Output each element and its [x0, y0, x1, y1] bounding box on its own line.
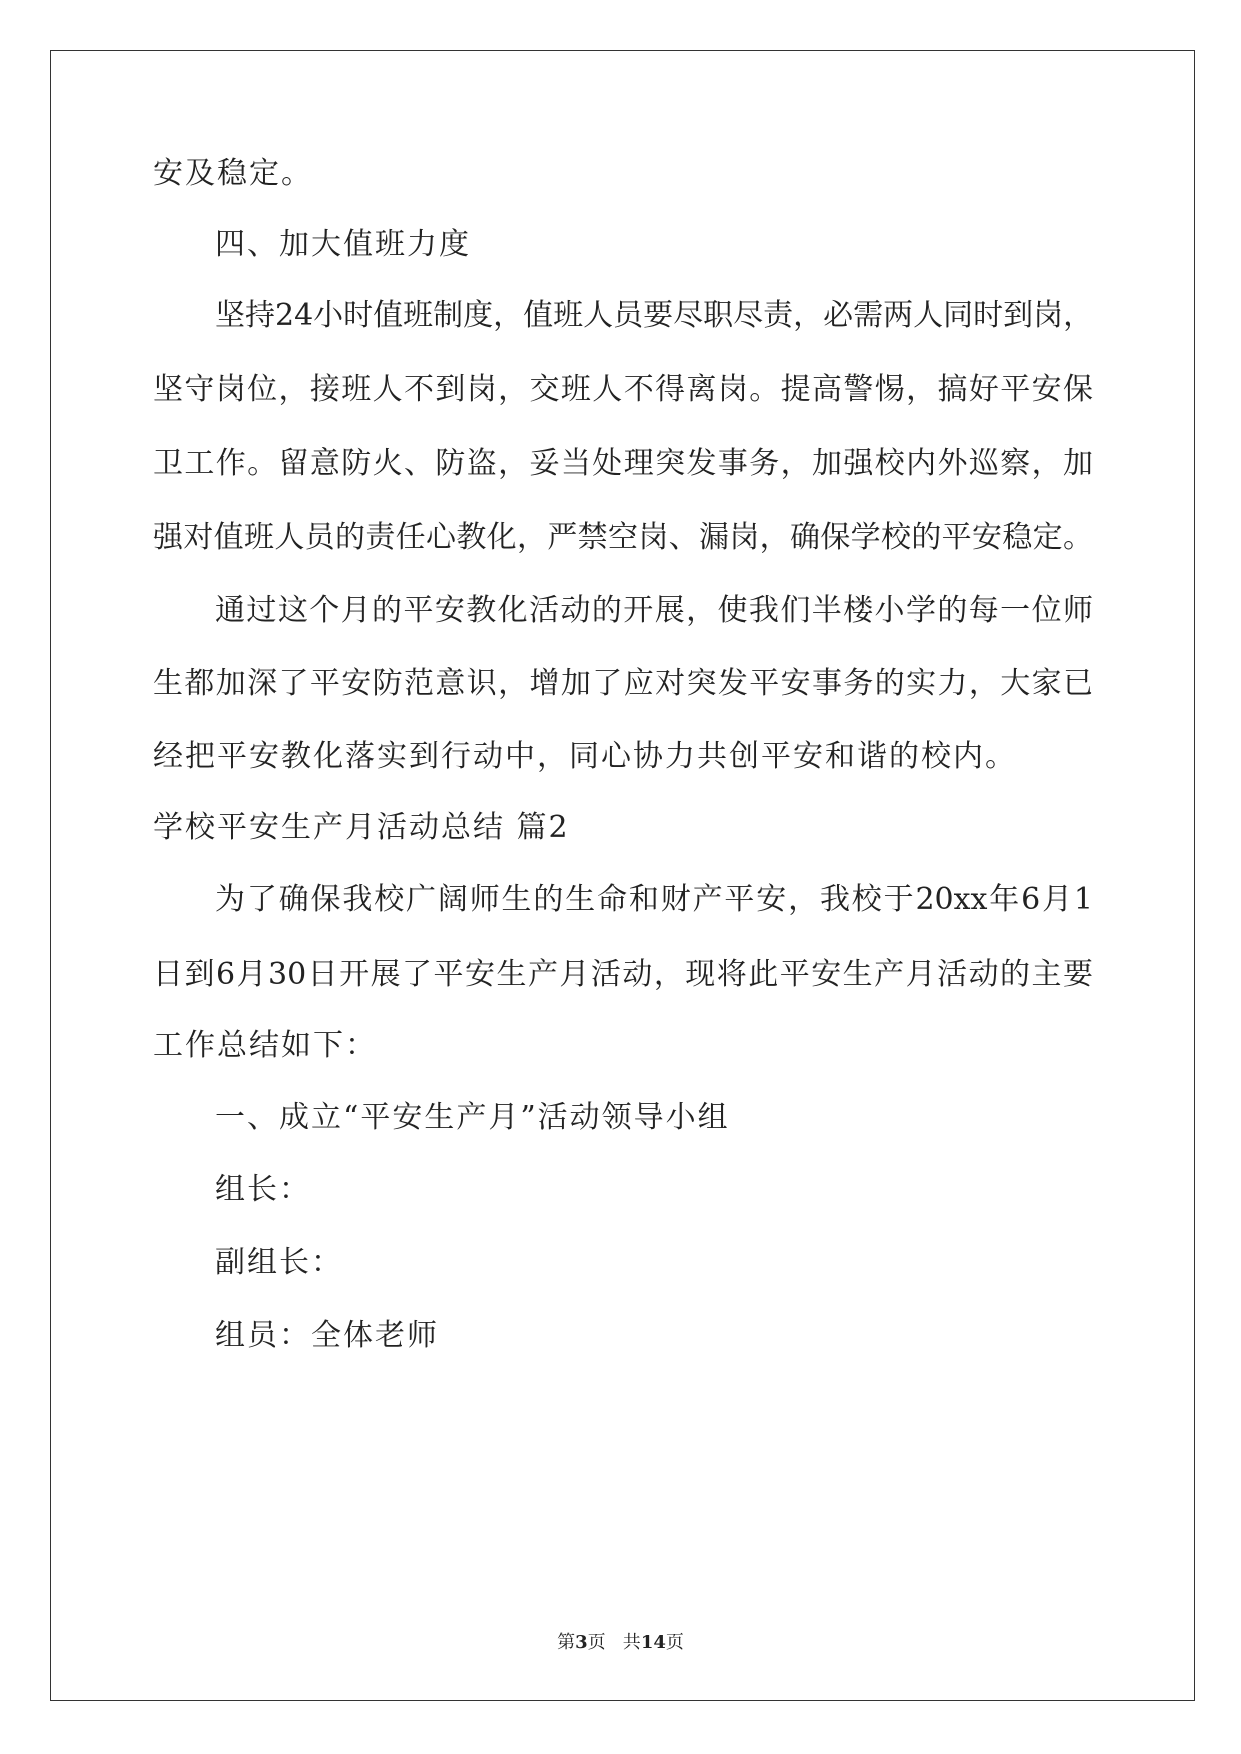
- paragraph-line: 坚持24小时值班制度，值班人员要尽职尽责，必需两人同时到岗，: [215, 298, 1094, 333]
- paragraph-line: 通过这个月的平安教化活动的开展，使我们半楼小学的每一位师: [215, 593, 1093, 628]
- list-item: 组长：: [215, 1172, 311, 1207]
- current-page-number: 3: [575, 1632, 588, 1653]
- paragraph-line: 经把平安教化落实到行动中，同心协力共创平安和谐的校内。: [153, 739, 1017, 774]
- paragraph-line: 卫工作。留意防火、防盗，妥当处理突发事务，加强校内外巡察，加: [153, 446, 1093, 481]
- footer-suffix: 页: [665, 1632, 684, 1653]
- paragraph-line: 工作总结如下：: [153, 1028, 377, 1063]
- page-footer: [0, 1628, 1241, 1654]
- paragraph-line: 强对值班人员的责任心教化，严禁空岗、漏岗，确保学校的平安稳定。: [153, 520, 1093, 555]
- paragraph-line: 日到6月30日开展了平安生产月活动，现将此平安生产月活动的主要: [153, 957, 1093, 992]
- paragraph-line: 安及稳定。: [153, 156, 313, 191]
- paragraph-line: 生都加深了平安防范意识，增加了应对突发平安事务的实力，大家已: [153, 666, 1093, 701]
- section-heading: 四、加大值班力度: [215, 227, 471, 262]
- total-page-count: 14: [640, 1632, 666, 1653]
- article-title: 学校平安生产月活动总结 篇2: [153, 810, 570, 845]
- paragraph-line: 为了确保我校广阔师生的生命和财产平安，我校于20xx年6月1: [215, 882, 1093, 917]
- paragraph-line: 坚守岗位，接班人不到岗，交班人不得离岗。提高警惕，搞好平安保: [153, 372, 1093, 407]
- footer-prefix: 第: [557, 1632, 576, 1653]
- list-item: 副组长：: [215, 1245, 343, 1280]
- list-item: 组员：全体老师: [215, 1318, 439, 1353]
- section-heading: 一、成立“平安生产月”活动领导小组: [215, 1100, 730, 1135]
- footer-mid: 页 共: [587, 1632, 641, 1653]
